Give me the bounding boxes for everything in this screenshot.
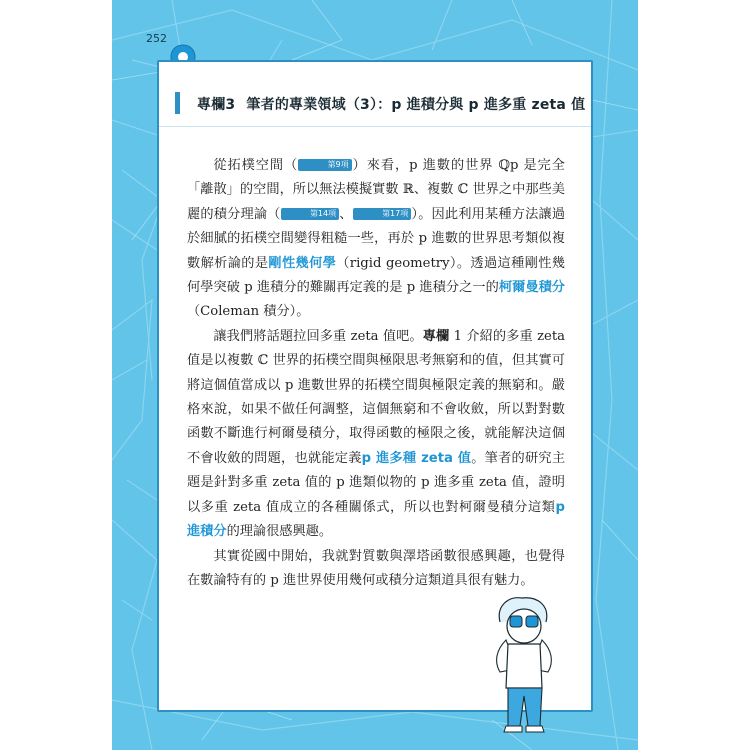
person-with-binoculars-illustration bbox=[486, 592, 564, 734]
text-span: 其實從國中開始，我就對質數與澤塔函數很感興趣，也覺得在數論特有的 p 進世界使用幾何或積分這類道具很有魅力。 bbox=[187, 548, 565, 588]
paragraph-2 bbox=[187, 325, 565, 545]
paragraph-1 bbox=[187, 154, 565, 325]
column-body bbox=[187, 154, 565, 593]
reference-badge-item9: 第9項 bbox=[298, 159, 351, 171]
text-span: 的理論很感興趣。 bbox=[226, 524, 333, 540]
text-span: 從拓樸空間（ bbox=[213, 158, 299, 173]
text-span: 讓我們將話題拉回多重 zeta 值吧。 bbox=[213, 328, 423, 344]
text-span: （Coleman 積分）。 bbox=[187, 304, 310, 320]
term-coleman-integral: 柯爾曼積分 bbox=[498, 280, 565, 296]
text-span: ）。因此利用某種方法讓過於細膩的拓樸空間變得粗糙一些，再於 p 進數的世界思考類似複數解析論的是 bbox=[187, 206, 566, 271]
term-p-adic-multiple-zeta: p 進多種 zeta 值 bbox=[361, 450, 472, 466]
header-accent-bar bbox=[175, 92, 180, 114]
column-title bbox=[197, 94, 585, 114]
page-number: 252 bbox=[146, 32, 167, 45]
term-p-adic-integral: p 進積分 bbox=[187, 499, 565, 540]
reference-badge-item14: 第14項 bbox=[281, 208, 340, 220]
term-rigid-geometry: 剛性幾何學 bbox=[268, 255, 337, 271]
text-span: 。筆者的研究主題是針對多重 zeta 值的 p 進類似物的 p 進多重 zeta 值，證明以多重 zeta 值成立的各種關係式，所以也對柯爾曼積分這類 bbox=[187, 450, 566, 515]
bold-column-ref: 專欄 bbox=[422, 328, 450, 344]
column-label: 專欄3 bbox=[197, 97, 236, 113]
paragraph-3 bbox=[187, 545, 565, 594]
column-title-text: 筆者的專業領域（3）：p 進積分與 p 進多重 zeta 值 bbox=[246, 97, 586, 113]
text-span: （rigid geometry）。透過這種剛性幾何學突破 p 進積分的難關再定義的是 p 進積分之一的 bbox=[187, 255, 566, 296]
text-span: ）來看，p 進數的世界 ℚp 是完全「離散」的空間，所以無法模擬實數 ℝ、複數 ℂ 世界之中那些美麗的積分理論（ bbox=[187, 158, 565, 222]
reference-badge-item17: 第17項 bbox=[353, 208, 412, 220]
text-span: 1 介紹的多重 zeta 值是以複數 ℂ 世界的拓樸空間與極限思考無窮和的值，但其實可將這個值當成以 p 進數世界的拓樸空間與極限定義的無窮和。嚴格來說，如果不做任何調整，這個無窮和不會收斂，所以對對數函數不斷進行柯爾曼積分，取得函數的極限之後，就能解決這個不會收斂的問題，也就能定義 bbox=[187, 328, 566, 466]
text-span: 、 bbox=[339, 206, 353, 222]
